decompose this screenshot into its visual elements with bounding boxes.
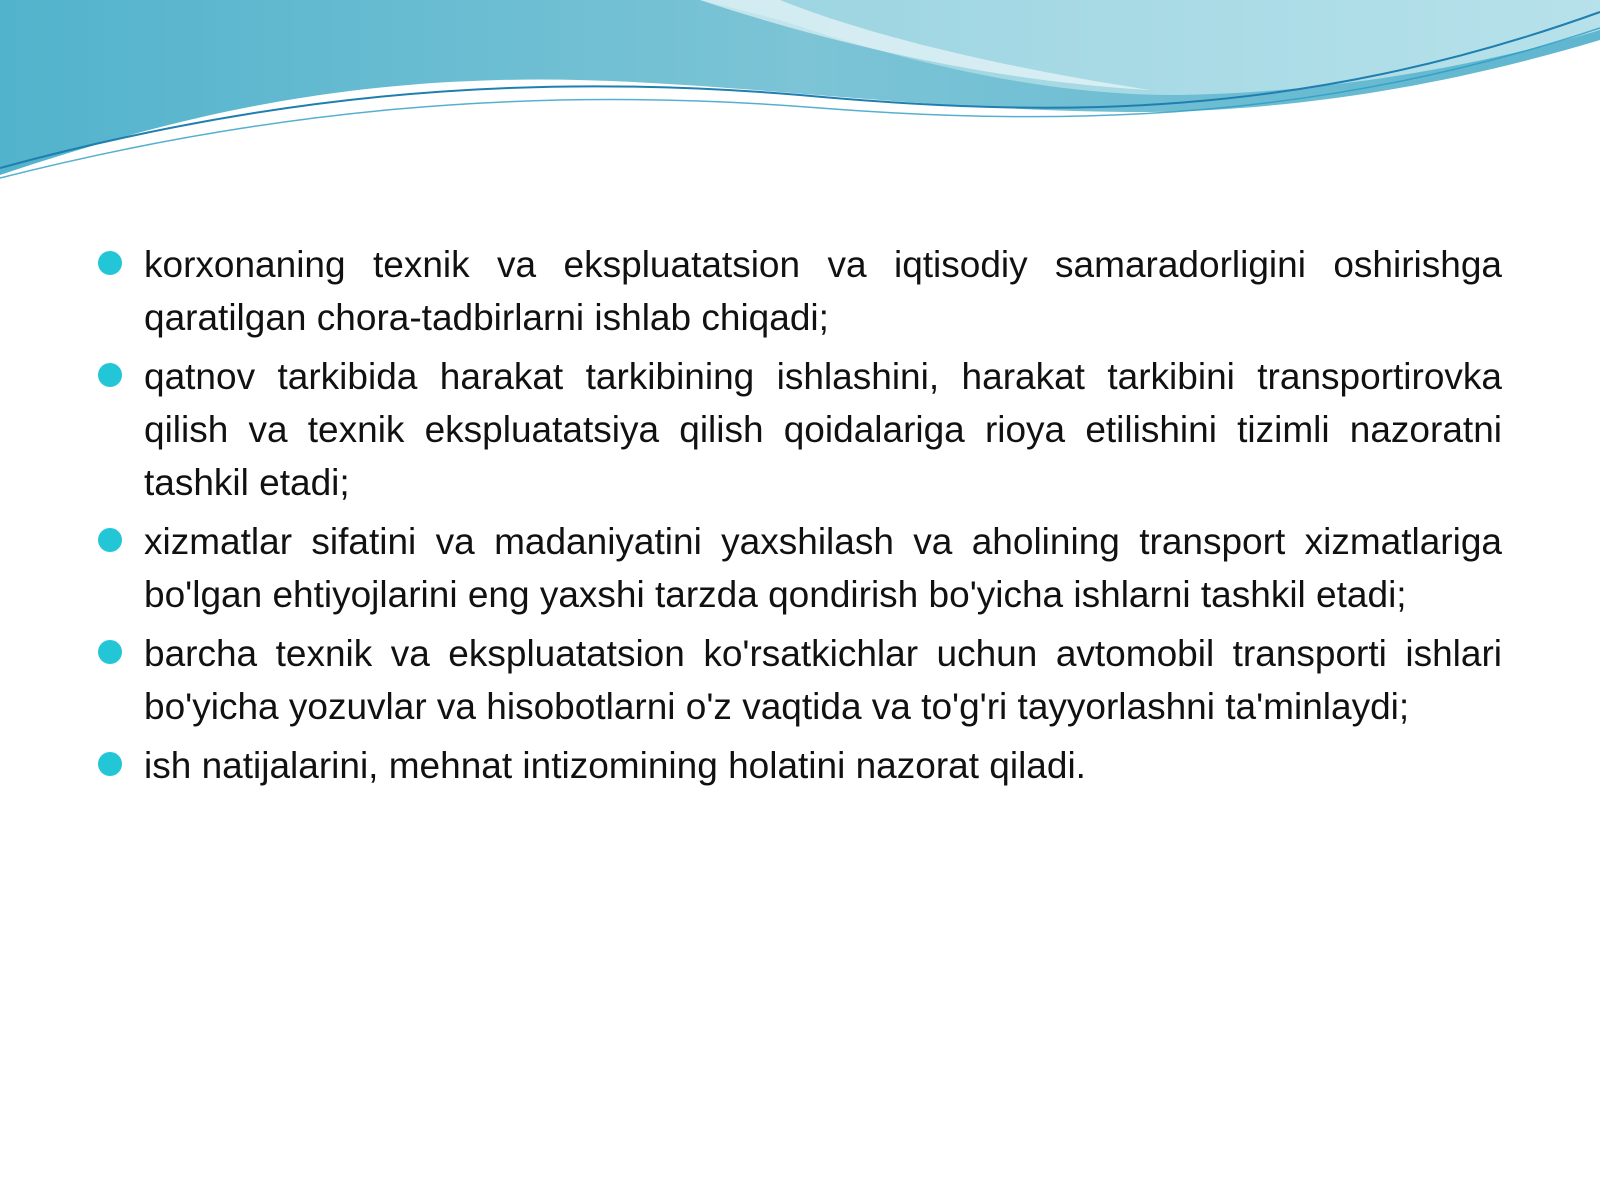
list-item — [98, 238, 1502, 344]
bullet-text: barcha texnik va ekspluatatsion ko'rsatkichlar uchun avtomobil transporti ishlari bo'yicha yozuvlar va hisobotlarni o'z vaqtida va to'g'ri tayyorlashni ta'minlaydi; — [144, 633, 1502, 727]
wave-header-decoration — [0, 0, 1600, 190]
bullet-text: qatnov tarkibida harakat tarkibining ishlashini, harakat tarkibini transportirovka qilish va texnik ekspluatatsiya qilish qoidalariga rioya etilishini tizimli nazoratni tashkil etadi; — [144, 356, 1502, 503]
bullet-dot-icon — [98, 640, 122, 664]
list-item — [98, 627, 1502, 733]
bullet-text: korxonaning texnik va ekspluatatsion va iqtisodiy samaradorligini oshirishga qaratilgan chora-tadbirlarni ishlab chiqadi; — [144, 244, 1502, 338]
list-item — [98, 515, 1502, 621]
bullet-dot-icon — [98, 528, 122, 552]
bullet-list — [98, 238, 1502, 798]
bullet-text: xizmatlar sifatini va madaniyatini yaxshilash va aholining transport xizmatlariga bo'lgan ehtiyojlarini eng yaxshi tarzda qondirish bo'yicha ishlarni tashkil etadi; — [144, 521, 1502, 615]
bullet-dot-icon — [98, 752, 122, 776]
list-item — [98, 739, 1502, 792]
bullet-text: ish natijalarini, mehnat intizomining holatini nazorat qiladi. — [144, 745, 1086, 786]
bullet-dot-icon — [98, 363, 122, 387]
bullet-dot-icon — [98, 251, 122, 275]
list-item — [98, 350, 1502, 509]
